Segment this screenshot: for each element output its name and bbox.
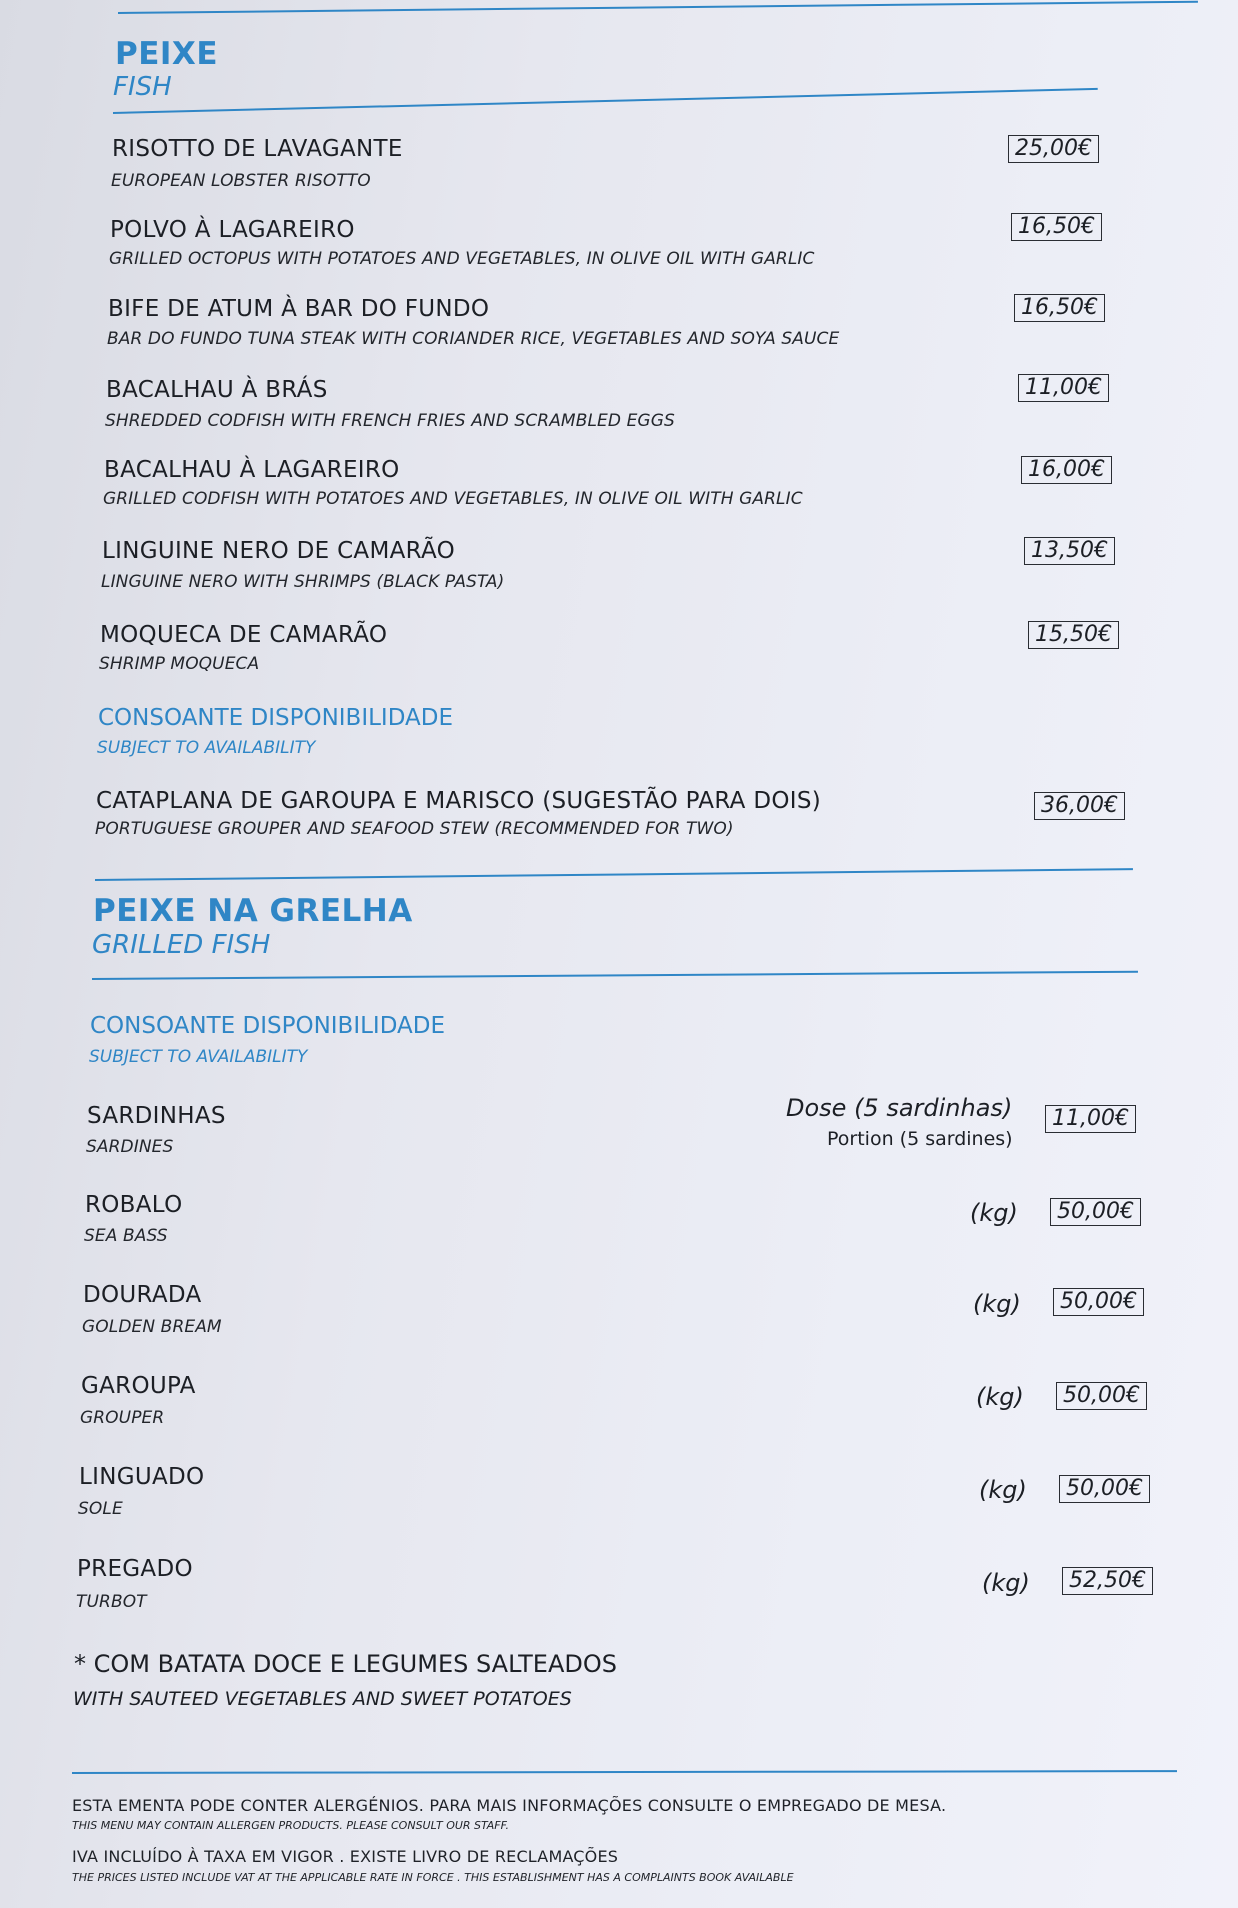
menu-item-name: BACALHAU À BRÁS	[106, 377, 328, 403]
menu-item-description: SOLE	[78, 1499, 123, 1519]
footer-rule	[72, 1770, 1177, 1774]
menu-item-name: BACALHAU À LAGAREIRO	[104, 457, 400, 483]
menu-item-price: 16,50€	[1011, 213, 1102, 241]
menu-item-price: 25,00€	[1008, 135, 1099, 163]
menu-item-description: SHRIMP MOQUECA	[99, 654, 260, 674]
menu-item-price: 50,00€	[1053, 1288, 1144, 1316]
menu-item-name: LINGUINE NERO DE CAMARÃO	[102, 538, 456, 564]
menu-item-name: SARDINHAS	[87, 1103, 226, 1129]
menu-item-price: 13,50€	[1024, 537, 1115, 565]
availability-note-en: SUBJECT TO AVAILABILITY	[89, 1047, 308, 1067]
menu-item-description: SARDINES	[86, 1137, 174, 1157]
portion-label-en: Portion (5 sardines)	[827, 1128, 1013, 1150]
menu-item-description: BAR DO FUNDO TUNA STEAK WITH CORIANDER RICE, VEGETABLES AND SOYA SAUCE	[107, 329, 840, 349]
section-rule-fish	[113, 88, 1098, 114]
menu-item-price: 11,00€	[1045, 1105, 1136, 1133]
vat-notice-en: THE PRICES LISTED INCLUDE VAT AT THE APPLICABLE RATE IN FORCE . THIS ESTABLISHMENT HAS A COMPLAINTS BOOK AVAILABLE	[72, 1871, 794, 1884]
menu-item-name: MOQUECA DE CAMARÃO	[100, 622, 388, 648]
unit-label: (kg)	[979, 1476, 1027, 1504]
menu-item-price: 16,00€	[1021, 456, 1112, 484]
portion-label: Dose (5 sardinhas)	[786, 1094, 1013, 1122]
section-title-grilled-fish: PEIXE NA GRELHA	[93, 893, 413, 929]
section-subtitle-fish: FISH	[113, 72, 172, 102]
menu-item-description: SEA BASS	[84, 1226, 168, 1246]
side-dish-note-en: WITH SAUTEED VEGETABLES AND SWEET POTATOES	[73, 1688, 572, 1710]
menu-item-name: BIFE DE ATUM À BAR DO FUNDO	[108, 296, 490, 322]
menu-item-price: 50,00€	[1056, 1382, 1147, 1410]
allergen-notice-en: THIS MENU MAY CONTAIN ALLERGEN PRODUCTS. PLEASE CONSULT OUR STAFF.	[72, 1819, 510, 1832]
allergen-notice: ESTA EMENTA PODE CONTER ALERGÉNIOS. PARA MAIS INFORMAÇÕES CONSULTE O EMPREGADO DE MESA.	[72, 1796, 947, 1815]
availability-note: CONSOANTE DISPONIBILIDADE	[90, 1013, 445, 1039]
menu-item-price: 52,50€	[1062, 1567, 1153, 1595]
menu-item-description: LINGUINE NERO WITH SHRIMPS (BLACK PASTA)	[101, 572, 505, 592]
menu-item-name: POLVO À LAGAREIRO	[110, 217, 355, 243]
availability-note: CONSOANTE DISPONIBILIDADE	[98, 705, 453, 731]
unit-label: (kg)	[973, 1290, 1021, 1318]
availability-note-en: SUBJECT TO AVAILABILITY	[97, 738, 316, 758]
menu-item-description: GROUPER	[80, 1408, 165, 1428]
menu-item-name: PREGADO	[77, 1556, 193, 1582]
menu-item-description: PORTUGUESE GROUPER AND SEAFOOD STEW (RECOMMENDED FOR TWO)	[95, 819, 734, 839]
menu-item-description: TURBOT	[76, 1592, 147, 1612]
section-subtitle-grilled-fish: GRILLED FISH	[92, 930, 271, 960]
menu-item-description: GOLDEN BREAM	[82, 1317, 222, 1337]
unit-label: (kg)	[970, 1199, 1018, 1227]
menu-item-price: 15,50€	[1028, 621, 1119, 649]
menu-item-price: 50,00€	[1059, 1475, 1150, 1503]
section-divider	[95, 868, 1133, 881]
menu-item-price: 36,00€	[1034, 792, 1125, 820]
menu-item-description: GRILLED OCTOPUS WITH POTATOES AND VEGETABLES, IN OLIVE OIL WITH GARLIC	[109, 249, 815, 269]
menu-item-name: LINGUADO	[79, 1464, 205, 1490]
menu-item-name: DOURADA	[83, 1282, 202, 1308]
section-rule-grilled-fish	[92, 971, 1138, 980]
menu-item-description: GRILLED CODFISH WITH POTATOES AND VEGETABLES, IN OLIVE OIL WITH GARLIC	[103, 489, 803, 509]
menu-item-price: 50,00€	[1050, 1198, 1141, 1226]
menu-item-name: GAROUPA	[81, 1373, 196, 1399]
menu-item-name: RISOTTO DE LAVAGANTE	[112, 136, 403, 162]
vat-notice: IVA INCLUÍDO À TAXA EM VIGOR . EXISTE LIVRO DE RECLAMAÇÕES	[72, 1847, 619, 1866]
unit-label: (kg)	[982, 1569, 1030, 1597]
top-rule	[118, 1, 1198, 14]
menu-item-price: 16,50€	[1014, 294, 1105, 322]
section-title-fish: PEIXE	[115, 36, 219, 72]
menu-item-price: 11,00€	[1018, 374, 1109, 402]
menu-item-description: SHREDDED CODFISH WITH FRENCH FRIES AND SCRAMBLED EGGS	[105, 411, 675, 431]
menu-item-name: ROBALO	[85, 1192, 183, 1218]
side-dish-note: * COM BATATA DOCE E LEGUMES SALTEADOS	[74, 1650, 617, 1678]
menu-item-name: CATAPLANA DE GAROUPA E MARISCO (SUGESTÃO PARA DOIS)	[96, 788, 821, 814]
unit-label: (kg)	[976, 1383, 1024, 1411]
menu-item-description: EUROPEAN LOBSTER RISOTTO	[111, 171, 371, 191]
